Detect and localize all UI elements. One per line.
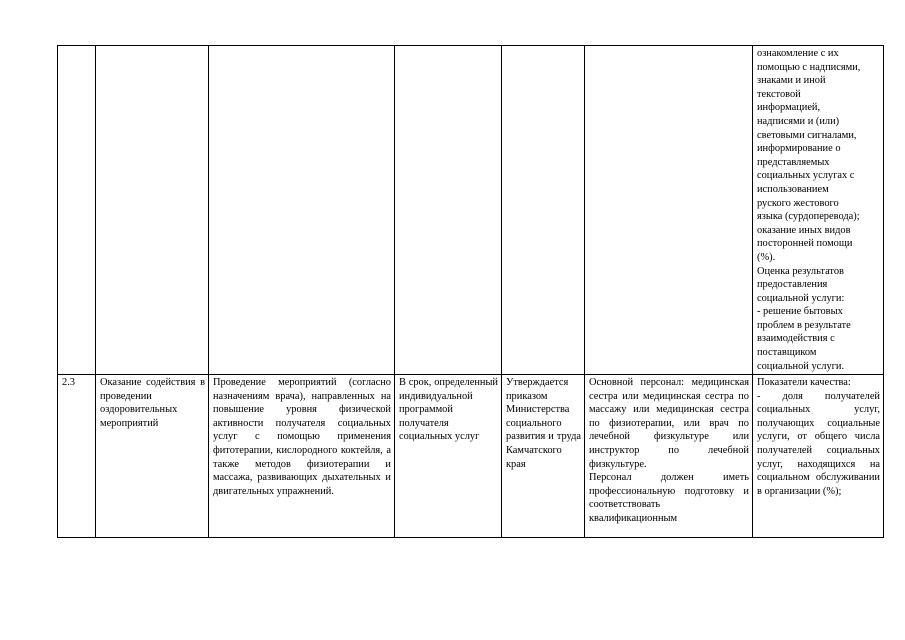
table-row-2-3 <box>58 375 884 538</box>
cell-service-name: Оказание содействия в проведении оздоровительных мероприятий <box>96 375 209 538</box>
cell-staff: Основной персонал: медицинская сестра или медицинская сестра по массажу или медицинская сестра по физиотерапии, или врач по лечебной физкультуре или инструктор по лечебной физкультуре. Персонал должен иметь профессиональную подготовку и соответствовать квалификационным <box>585 375 753 538</box>
services-table <box>57 45 884 538</box>
cell-approval: Утверждается приказом Министерства социального развития и труда Камчатского края <box>502 375 585 538</box>
cell-continued-indicators: ознакомление с их помощью с надписями, знаками и иной текстовой информацией, надписями и (или) световыми сигналами, информирование о представляемых социальных услугах с использованием руского жестового языка (сурдоперевода); оказание иных видов посторонней помощи (%). Оценка результатов предоставления социальной услуги: - решение бытовых проблем в результате взаимодействия с поставщиком социальной услуги. <box>753 46 884 375</box>
cell-empty-term <box>395 46 502 375</box>
cell-empty-staff <box>585 46 753 375</box>
cell-service-description: Проведение мероприятий (согласно назначениям врача), направленных на повышение уровня физической активности получателя социальных услуг с помощью применения фитотерапии, кислородного коктейля, а также методов физиотерапии и массажа, развивающих дыхательных и двигательных упражнений. <box>209 375 395 538</box>
cell-quality-indicators: Показатели качества: - доля получателей социальных услуг, получающих социальные услуги, от общего числа получателей социальных услуг, находящихся на социальном обслуживании в организации (%); <box>753 375 884 538</box>
cell-row-number: 2.3 <box>58 375 96 538</box>
cell-service-term: В срок, определенный индивидуальной программой получателя социальных услуг <box>395 375 502 538</box>
table-row-continued <box>58 46 884 375</box>
cell-empty-name <box>96 46 209 375</box>
cell-empty-num <box>58 46 96 375</box>
cell-empty-description <box>209 46 395 375</box>
cell-empty-approved <box>502 46 585 375</box>
